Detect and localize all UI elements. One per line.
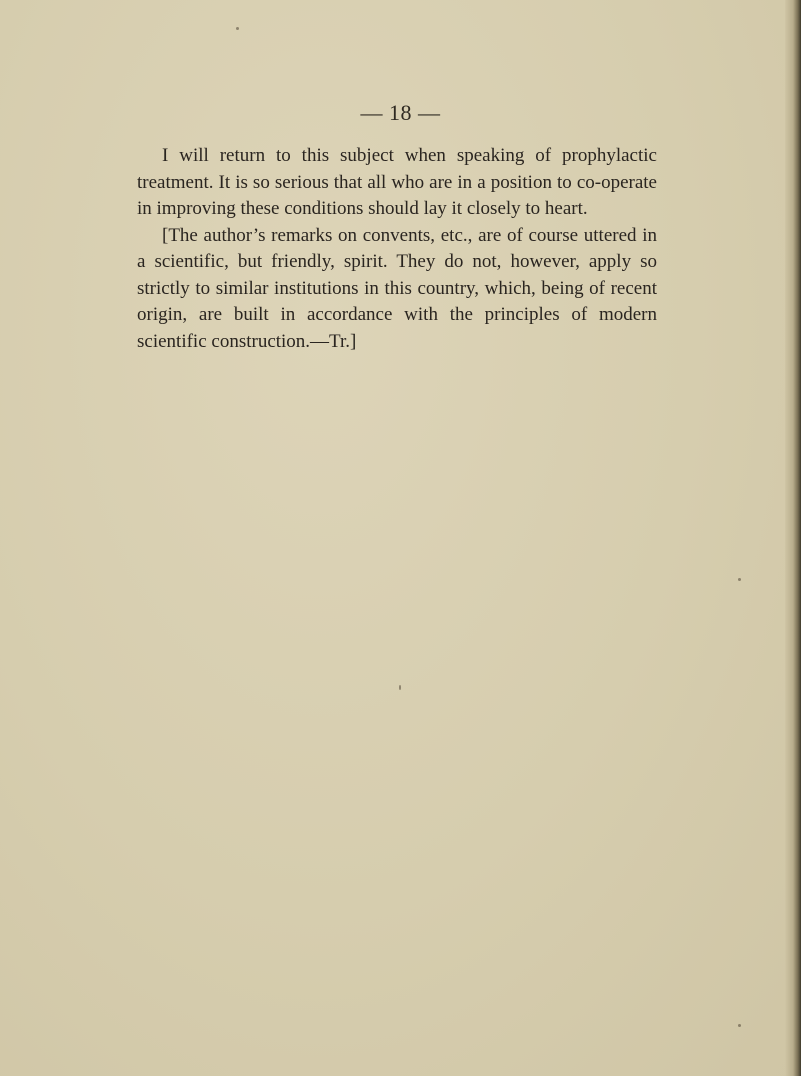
page-body [137,143,657,355]
paper-speck [399,685,401,690]
paragraph-2-translator-note: [The author’s remarks on convents, etc., are of course uttered in a scientific, but friendly, spirit. They do not, however, apply so strictly to similar institutions in this country, which, being of recent origin, are built in accordance with the principles of modern scientific construction.—Tr.] [137,224,657,352]
paper-speck [738,1024,741,1027]
paper-speck [738,578,741,581]
page-number: — 18 — [360,100,441,125]
paragraph-1: I will return to this subject when speaking of prophylactic treatment. It is so serious that all who are in a position to co-operate in improving these conditions should lay it closely to heart. [137,145,657,219]
page-edge-shadow [785,0,801,1076]
paper-speck [236,27,239,30]
